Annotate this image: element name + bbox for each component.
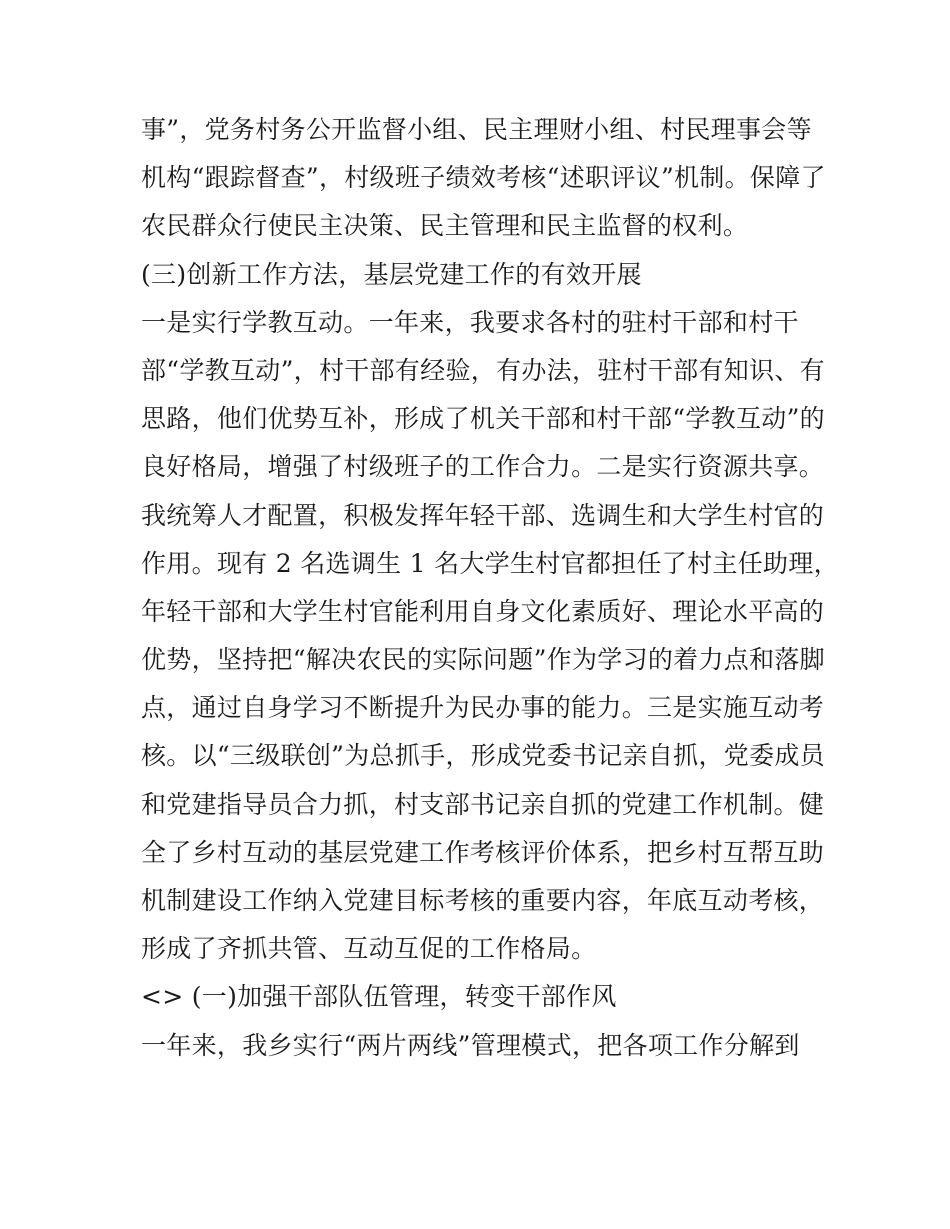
text-line: 机构“跟踪督查”，村级班子绩效考核“述职评议”机制。保障了: [141, 163, 826, 193]
section-heading: <> (一)加强干部队伍管理，转变干部作风: [141, 982, 617, 1012]
text-line: 我统筹人才配置，积极发挥年轻干部、选调生和大学生村官的: [141, 500, 825, 530]
body-text: [141, 106, 839, 1070]
text-line: 全了乡村互动的基层党建工作考核评价体系，把乡村互帮互助: [141, 837, 825, 867]
text-line: 和党建指导员合力抓，村支部书记亲自抓的党建工作机制。健: [141, 789, 825, 819]
text-line: 机制建设工作纳入党建目标考核的重要内容，年底互动考核，: [141, 886, 825, 915]
text-line: 年轻干部和大学生村官能利用自身文化素质好、理论水平高的: [141, 596, 825, 626]
text-line: 良好格局，增强了村级班子的工作合力。二是实行资源共享。: [141, 452, 825, 482]
section-heading: (三)创新工作方法，基层党建工作的有效开展: [141, 259, 642, 289]
text-line: 作用。现有 2 名选调生 1 名大学生村官都担任了村主任助理，: [141, 548, 839, 578]
text-line: 形成了齐抓共管、互动互促的工作格局。: [141, 934, 597, 964]
text-line: 思路，他们优势互补，形成了机关干部和村干部“学教互动”的: [141, 404, 825, 434]
text-line: 事”，党务村务公开监督小组、民主理财小组、村民理事会等: [141, 115, 812, 144]
text-line: 点，通过自身学习不断提升为民办事的能力。三是实施互动考: [141, 693, 825, 723]
text-line: 部“学教互动”，村干部有经验，有办法，驻村干部有知识、有: [141, 355, 825, 385]
text-line: 一年来，我乡实行“两片两线”管理模式，把各项工作分解到: [141, 1030, 800, 1060]
text-line: 一是实行学教互动。一年来，我要求各村的驻村干部和村干: [141, 307, 799, 337]
text-line: 农民群众行使民主决策、民主管理和民主监督的权利。: [141, 211, 749, 241]
text-line: 核。以“三级联创”为总抓手，形成党委书记亲自抓，党委成员: [141, 741, 825, 771]
text-line: 优势，坚持把“解决农民的实际问题”作为学习的着力点和落脚: [141, 645, 825, 675]
